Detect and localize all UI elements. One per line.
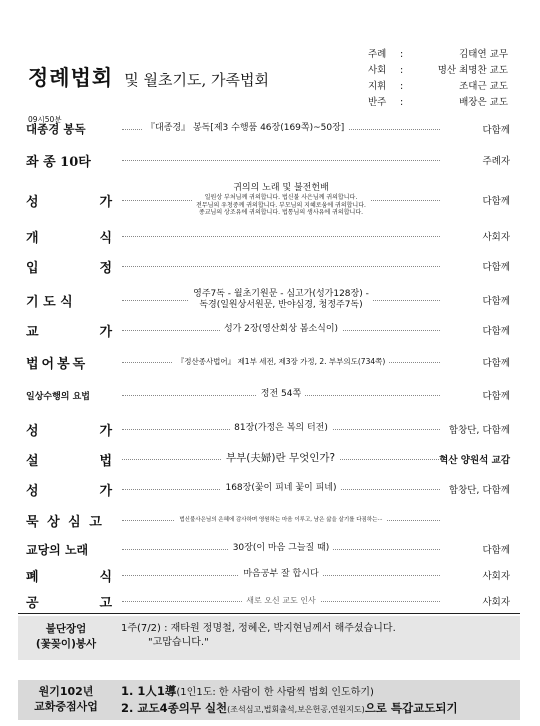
program-row [26,284,510,316]
program-leader: 합창단, 다함께 [448,425,510,436]
program-content [189,289,373,312]
program-row [26,318,510,342]
program-content: 법신불사은님의 은혜에 감사하며 영원하는 마음 이루고, 남은 삶을 살기를 다짐하는··· [175,517,386,524]
project-box [18,680,520,720]
program-label: 성 가 [26,423,112,439]
program-label: 좌 종 10타 [26,154,91,170]
service-thanks: "고맙습니다." [148,637,209,648]
program-row [26,178,510,222]
role-row: 지휘 : 조대근 교도 [368,79,508,95]
program-label: 공 고 [26,595,112,611]
program-label: 설 법 [26,453,112,469]
role-row: 반주 : 배장은 교도 [368,95,508,111]
project-title: 교도4종의무 실천 [137,701,228,715]
program-leader: 다함께 [482,326,510,337]
program-label: 일상수행의 요법 [26,391,90,402]
program-label: 성 가 [26,483,112,499]
program-row [26,117,510,141]
officiants-list [368,47,508,111]
project-item [121,700,458,716]
program-leader: 사회자 [482,232,510,243]
project-detail: (1인1도: 한 사람이 한 사람씩 법회 인도하기) [176,687,374,698]
content-line: 영주7독 - 월초기원문 - 심고가(성가128장) - [193,288,369,299]
project-number: 1. [121,684,134,698]
project-number: 2. [121,701,134,715]
program-content: 『대종경』 봉독[제3 수행품 46장(169쪽)~50장] [142,123,348,134]
program-leader: 합창단, 다함께 [448,485,510,496]
role-name: 김태연 교무 [459,49,508,60]
role-label: 주례 [368,49,387,60]
program-content: 『정산종사법어』 제1부 세전, 제3장 가정, 2. 부부의도(734쪽) [173,357,390,366]
program-row [26,148,510,172]
program-row [26,447,510,471]
program-label: 법어봉독 [26,356,89,372]
role-row: 주례 : 김태연 교무 [368,47,508,63]
content-line: 종교님의 상조유에 귀의합니다. 법통님의 생사유에 귀의합니다. [198,209,364,217]
program-label: 교 가 [26,324,112,340]
program-content: 정전 54쪽 [257,389,305,400]
service-note: 1주(7/2) : 재타원 정명철, 정혜온, 박지현님께서 해주셨습니다. [121,623,396,634]
role-name: 조대근 교도 [459,81,508,92]
role-name: 배장은 교도 [459,97,508,108]
program-content: 성가 2장(영산회상 봄소식이) [220,324,342,335]
role-label: 사회 [368,65,387,76]
program-leader: 다함께 [482,196,510,207]
program-content: 30장(이 마음 그늘질 때) [229,543,334,554]
program-row [26,350,510,374]
program-content: 168장(꽃이 피네 꽃이 피네) [221,483,340,494]
program-row [26,589,510,613]
program-label: 묵 상 심 고 [26,514,104,530]
program-leader: 다함께 [482,296,510,307]
program-leader: 다함께 [482,125,510,136]
program-row [26,417,510,441]
program-row [26,508,510,532]
program-leader: 다함께 [482,358,510,369]
program-content [192,183,370,217]
program-label: 교당의 노래 [26,542,89,557]
role-label: 반주 [368,97,387,108]
program-leader: 주례자 [482,156,510,167]
content-line: 일원상 부처님께 귀의합니다. 법신불 사은님께 귀의합니다. [204,194,358,202]
content-line: 독경(일원상서원문, 반야심경, 청정주7독) [199,300,363,310]
program-row [26,224,510,248]
program-row [26,563,510,587]
project-label: 교화중점사업 [34,700,98,713]
program-label: 성 가 [26,194,112,210]
section-divider [18,613,520,614]
program-leader: 혁산 양원석 교감 [439,455,510,466]
program-leader: 사회자 [482,571,510,582]
bulletin-title [28,62,269,92]
program-label: 개 식 [26,230,112,246]
program-label: 기 도 식 [26,294,73,310]
project-tail: 으로 특갑교도되기 [364,701,458,715]
content-line: 전무님의 우청중께 귀의합니다. 부모님의 지혜로움에 귀의합니다. [196,201,366,209]
program-row [26,537,510,561]
program-leader: 다함께 [482,391,510,402]
project-detail: (조석심고,법회출석,보은헌공,연원지도) [227,705,365,714]
program-row [26,254,510,278]
program-content: 81장(가정은 복의 터전) [230,423,332,434]
altar-service-box [18,616,520,660]
program-leader: 다함께 [482,545,510,556]
program-content: 마음공부 잘 합시다 [239,569,322,580]
program-leader: 사회자 [482,597,510,608]
program-leader: 다함께 [482,262,510,273]
title-subtitle: 및 월초기도, 가족법회 [124,71,269,89]
program-label: 폐 식 [26,569,112,585]
program-row [26,477,510,501]
project-item [121,683,374,699]
role-name: 명산 최명찬 교도 [437,65,508,76]
service-label: 불단장엄 [45,623,87,635]
project-label: 원기102년 [38,685,94,698]
project-title: 1人1導 [137,684,177,698]
program-content: 새로 오신 교도 인사 [242,596,319,606]
program-label: 입 정 [26,260,112,276]
role-label: 지휘 [368,81,387,92]
role-row: 사회 : 명산 최명찬 교도 [368,63,508,79]
content-line: 귀의의 노래 및 불전헌배 [233,183,329,194]
service-time: 09시50분 [28,115,62,124]
program-label: 대종경 봉독 [26,122,86,136]
program-row [26,383,510,407]
title-main: 정례법회 [28,65,114,90]
sermon-title: 부부(夫婦)란 무엇인가? [222,452,339,465]
service-label: (꽃꽂이)봉사 [35,638,97,650]
